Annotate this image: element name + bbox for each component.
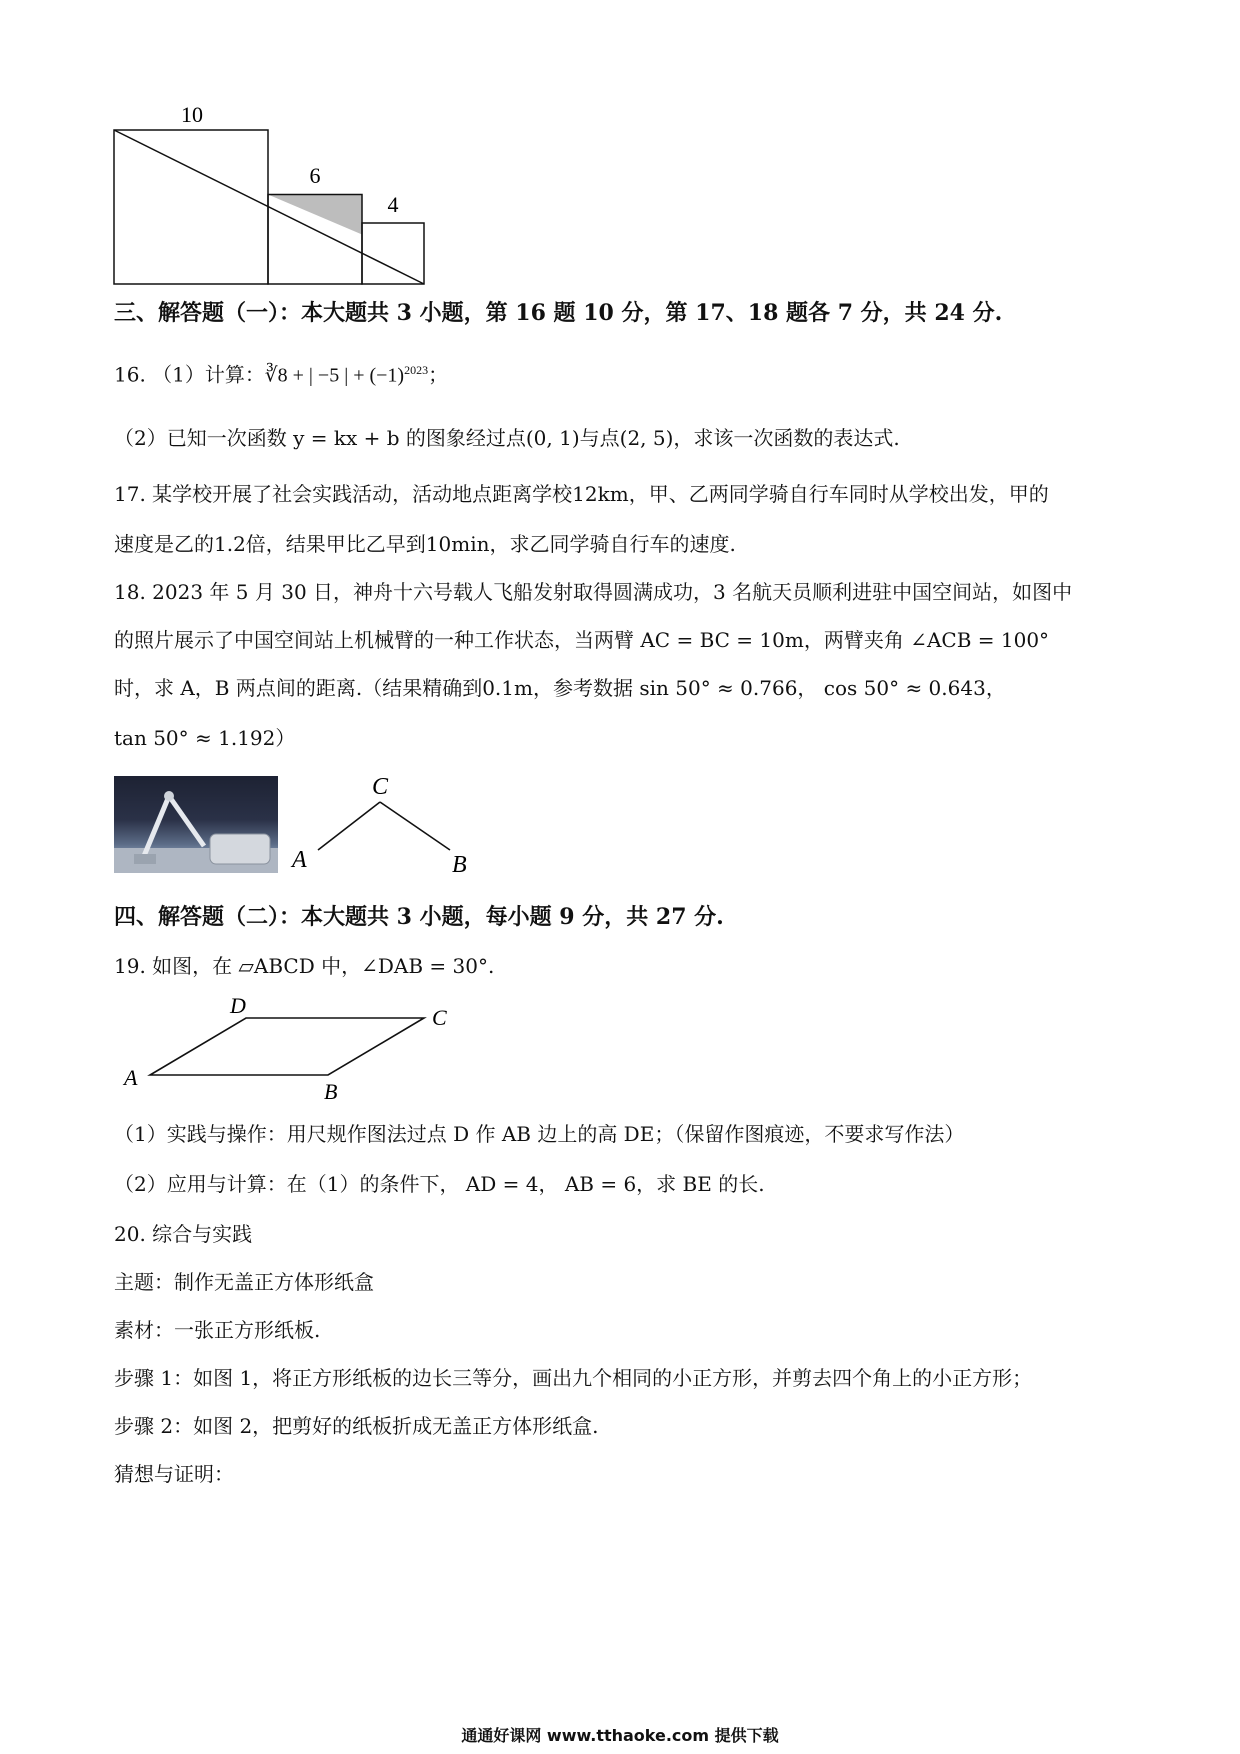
point-label-A: A — [292, 847, 307, 873]
q20-conjecture: 猜想与证明： — [114, 1462, 234, 1486]
point-label-C: C — [372, 774, 389, 800]
page-footer: 通通好课网 www.tthaoke.com 提供下载 — [461, 1726, 779, 1745]
q18-line4: tan 50° ≈ 1.192） — [114, 726, 296, 750]
section3-heading: 三、解答题（一）：本大题共 3 小题，第 16 题 10 分，第 17、18 题各 7 分，共 24 分. — [114, 300, 1003, 326]
space-station-photo — [114, 776, 278, 873]
q17-line2: 速度是乙的1.2倍，结果甲比乙早到10min，求乙同学骑自行车的速度. — [114, 532, 736, 556]
label-10: 10 — [181, 102, 203, 127]
q16-part1-prefix: 16. （1）计算： — [114, 362, 265, 387]
point-label-A: A — [124, 1065, 138, 1090]
point-label-B: B — [452, 852, 467, 878]
parallelogram-figure — [120, 995, 460, 1115]
label-6: 6 — [309, 163, 321, 188]
q19-part2: （2）应用与计算：在（1）的条件下， AD = 4， AB = 6，求 BE 的长. — [114, 1172, 765, 1196]
point-label-C: C — [432, 1005, 447, 1030]
shaded-region — [268, 195, 362, 235]
q19-stem: 19. 如图，在 ▱ABCD 中，∠DAB = 30°. — [114, 954, 495, 978]
square-10 — [114, 130, 268, 284]
q16-exponent: 2023 — [404, 363, 429, 377]
q20-title: 20. 综合与实践 — [114, 1222, 253, 1246]
q20-step1: 步骤 1：如图 1，将正方形纸板的边长三等分，画出九个相同的小正方形，并剪去四个角上的小正方形； — [114, 1366, 1033, 1390]
parallelogram-ABCD — [150, 1018, 424, 1075]
point-label-B: B — [324, 1079, 338, 1104]
q18-line2: 的照片展示了中国空间站上机械臂的一种工作状态，当两臂 AC = BC = 10m，两臂夹角 ∠ACB = 100° — [114, 628, 1050, 652]
q17-line1: 17. 某学校开展了社会实践活动，活动地点距离学校12km，甲、乙两同学骑自行车同时从学校出发，甲的 — [114, 482, 1049, 506]
section4-heading: 四、解答题（二）：本大题共 3 小题，每小题 9 分，共 27 分. — [114, 904, 724, 930]
label-4: 4 — [387, 192, 399, 217]
q16-expression: ∛8 + | −5 | + (−1) — [264, 364, 405, 387]
q16-part1 — [114, 356, 448, 390]
square-4 — [362, 223, 424, 284]
q16-part2: （2）已知一次函数 y = kx + b 的图象经过点(0, 1)与点(2, 5)，求该一次函数的表达式. — [114, 426, 900, 450]
q20-material: 素材：一张正方形纸板. — [114, 1318, 321, 1342]
q18-line3: 时，求 A，B 两点间的距离.（结果精确到0.1m，参考数据 sin 50° ≈ 0.766， cos 50° ≈ 0.643， — [114, 676, 1006, 700]
arm-diagram — [280, 770, 480, 885]
squares-figure — [100, 95, 440, 290]
q19-part1: （1）实践与操作：用尺规作图法过点 D 作 AB 边上的高 DE；（保留作图痕迹，不要求写作法） — [114, 1122, 965, 1146]
segment-AC — [318, 802, 380, 850]
diagonal-line — [114, 130, 424, 284]
q16-part1-end: ； — [428, 362, 449, 387]
q18-line1: 18. 2023 年 5 月 30 日，神舟十六号载人飞船发射取得圆满成功，3 名航天员顺利进驻中国空间站，如图中 — [114, 580, 1073, 604]
q20-step2: 步骤 2：如图 2，把剪好的纸板折成无盖正方体形纸盒. — [114, 1414, 599, 1438]
q20-theme: 主题：制作无盖正方体形纸盒 — [114, 1270, 374, 1294]
segment-CB — [380, 802, 450, 850]
robotic-arm-icon — [114, 776, 278, 873]
point-label-D: D — [230, 995, 246, 1018]
